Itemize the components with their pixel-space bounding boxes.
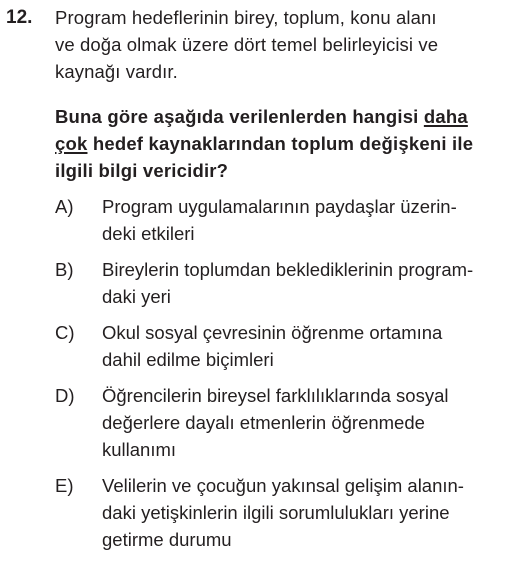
prompt-line: ilgili bilgi vericidir? [55,160,229,181]
option-line: Okul sosyal çevresinin öğrenme ortamına [102,322,443,343]
option-text [102,319,515,373]
question-prompt [55,103,515,184]
option-text [102,256,515,310]
answer-options [55,193,515,562]
stem-line: ve doğa olmak üzere dört temel belirleyicisi ve [55,34,439,55]
option-text [102,382,515,463]
option-line: deki etkileri [102,223,195,244]
option-line: Velilerin ve çocuğun yakınsal gelişim alanın- [102,475,464,496]
option-line: Program uygulamalarının paydaşlar üzerin- [102,196,457,217]
option-letter: B) [55,259,74,280]
option-a[interactable] [55,193,515,247]
option-letter: C) [55,322,75,343]
option-line: Bireylerin toplumdan beklediklerinin program- [102,259,474,280]
option-line: kullanımı [102,439,177,460]
option-text [102,193,515,247]
option-line: daki yeri [102,286,171,307]
option-letter: E) [55,475,74,496]
option-line: daki yetişkinlerin ilgili sorumlulukları yerine [102,502,450,523]
option-line: getirme durumu [102,529,232,550]
option-line: Öğrencilerin bireysel farklılıklarında sosyal [102,385,449,406]
prompt-underlined-text: çok [55,133,88,154]
prompt-text: Buna göre aşağıda verilenlerden hangisi [55,106,424,127]
question-stem [55,4,515,85]
prompt-text: hedef kaynaklarından toplum değişkeni ile [87,133,474,154]
prompt-line [55,103,515,130]
option-line: dahil edilme biçimleri [102,349,274,370]
stem-line: kaynağı vardır. [55,61,178,82]
option-e[interactable] [55,472,515,553]
prompt-underlined-text: daha [423,106,468,127]
stem-line: Program hedeflerinin birey, toplum, konu alanı [55,7,437,28]
option-letter: A) [55,196,74,217]
option-line: değerlere dayalı etmenlerin öğrenmede [102,412,425,433]
prompt-line [55,130,515,157]
option-c[interactable] [55,319,515,373]
question-number: 12. [6,7,33,28]
option-d[interactable] [55,382,515,463]
option-text [102,472,515,553]
option-letter: D) [55,385,75,406]
option-b[interactable] [55,256,515,310]
